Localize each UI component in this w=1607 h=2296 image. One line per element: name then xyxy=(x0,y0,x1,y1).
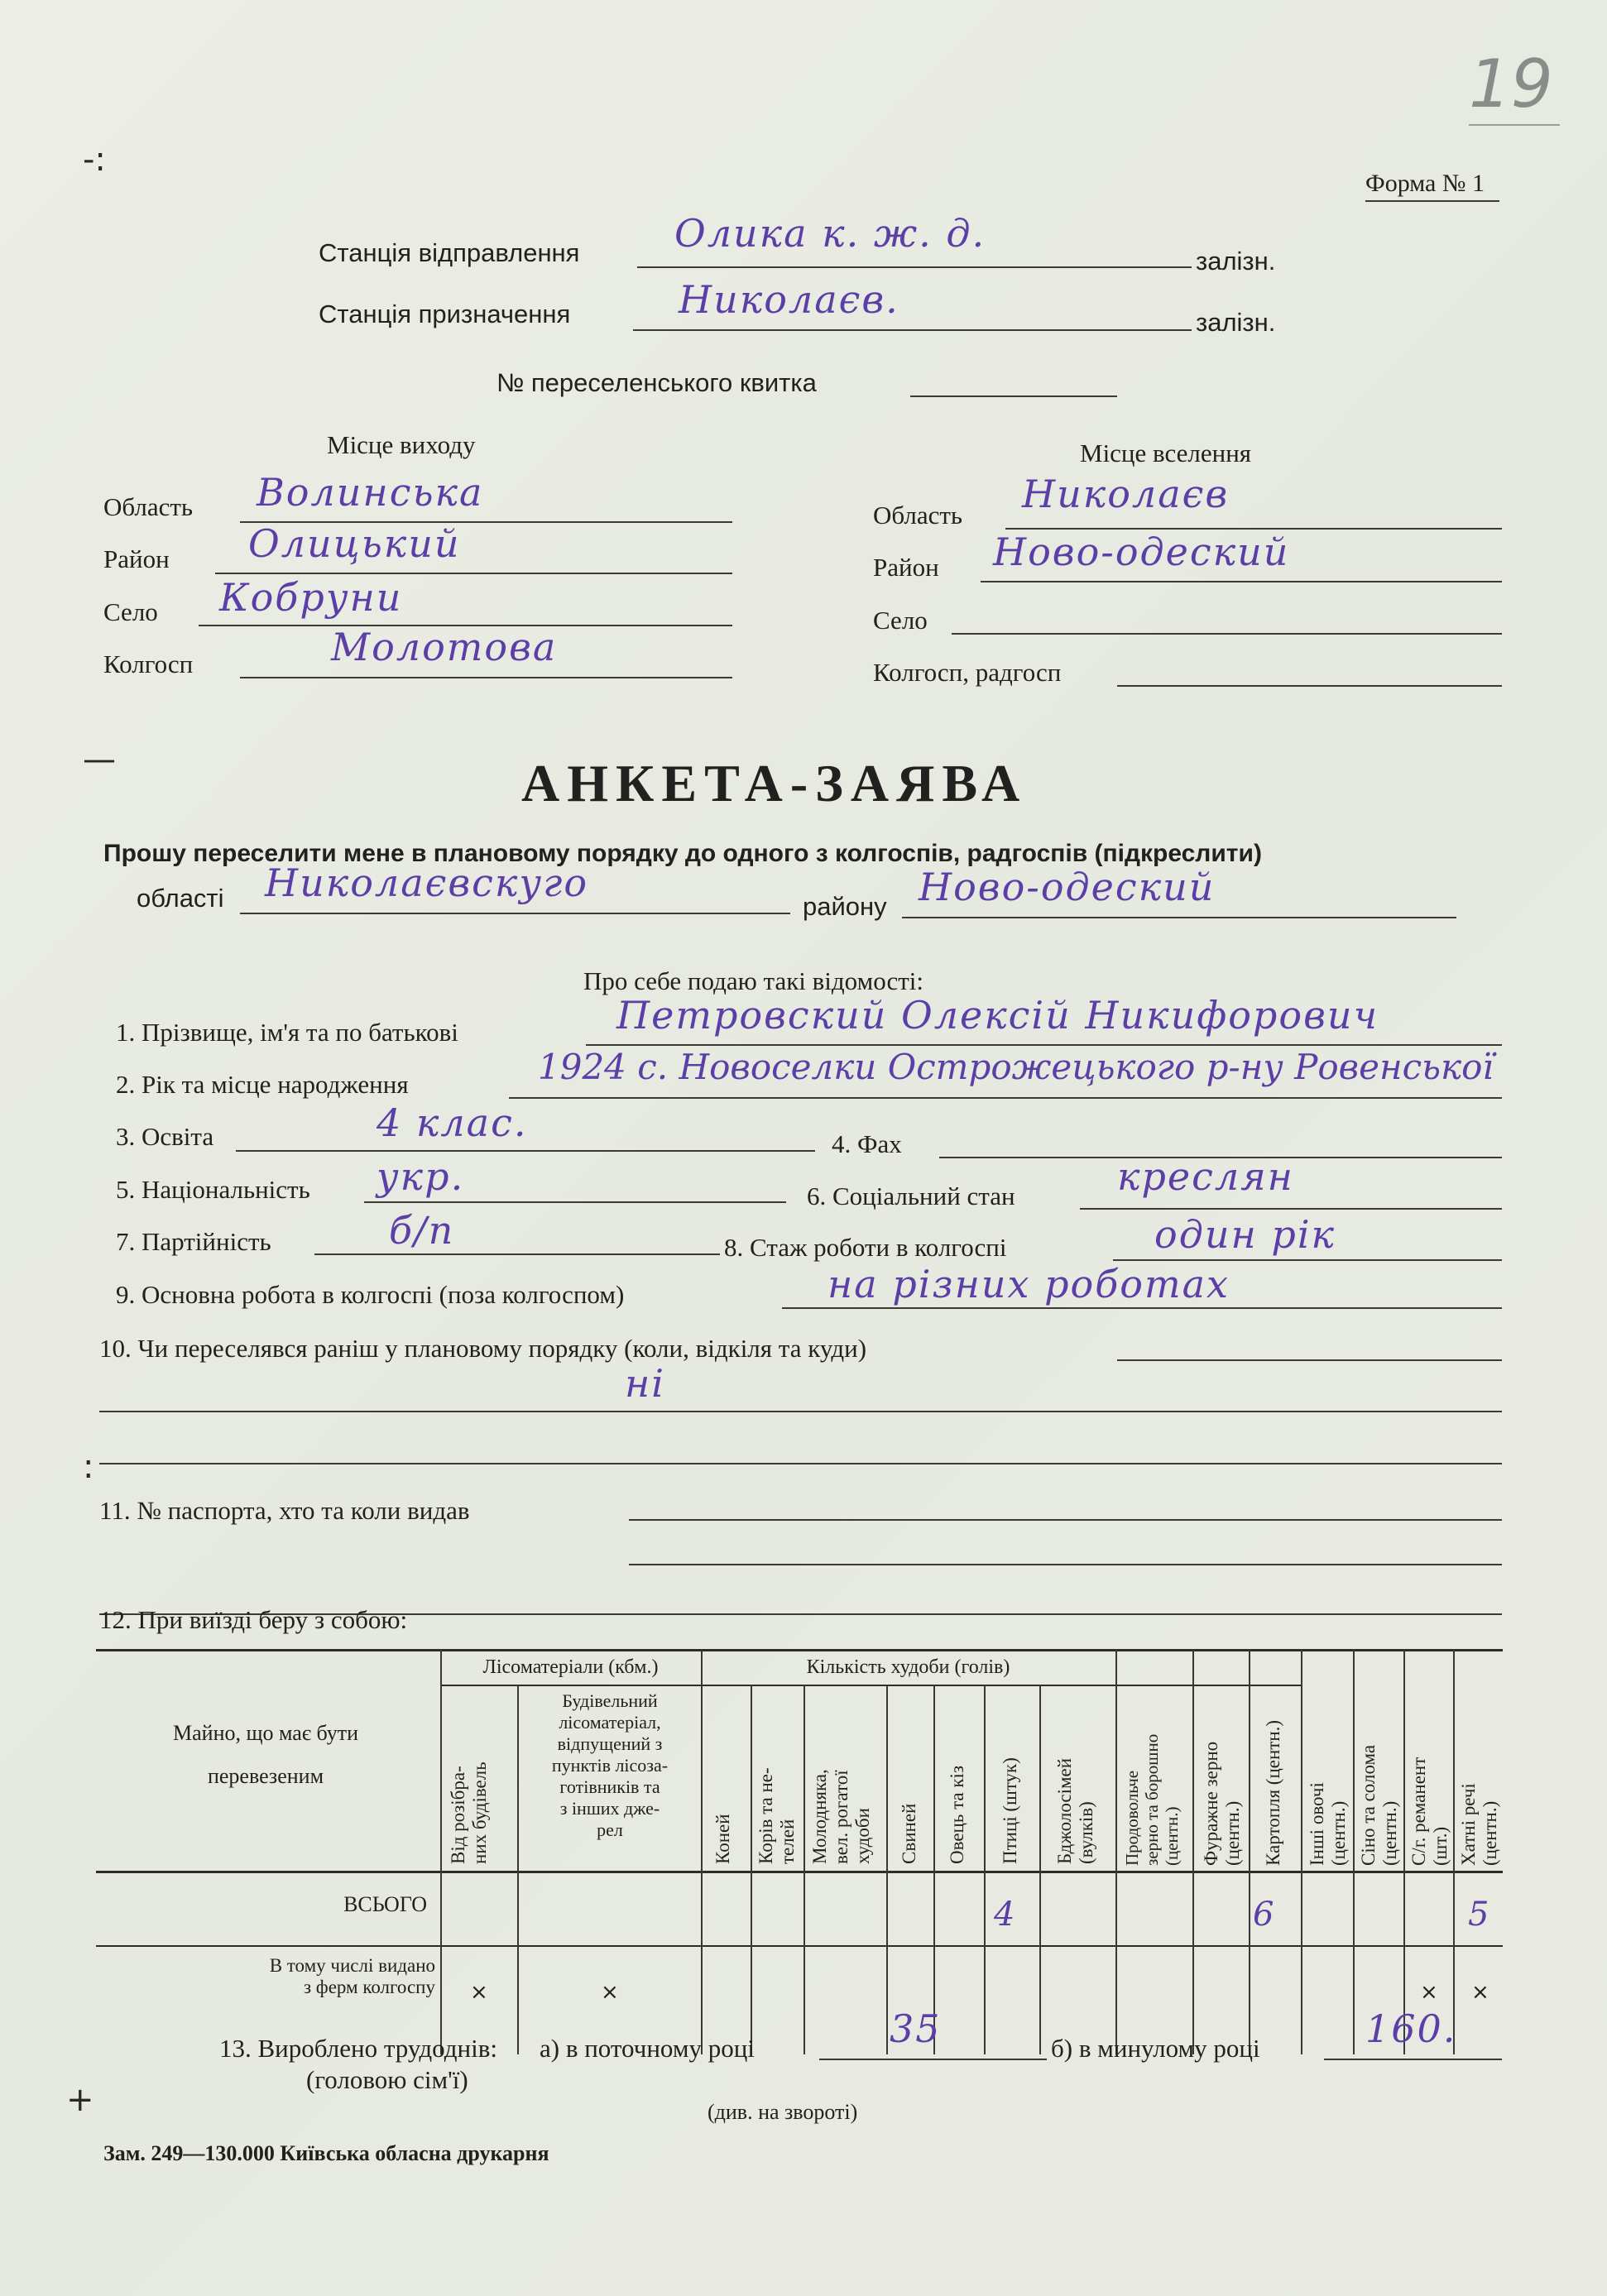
origin-raion-value: Олицький xyxy=(248,521,461,566)
destination-station-label: Станція призначення xyxy=(319,300,571,328)
field-11-label: 11. № паспорта, хто та коли видав xyxy=(99,1496,470,1525)
field-7-value: б/п xyxy=(389,1208,455,1253)
field-9-value: на різних роботах xyxy=(827,1262,1230,1306)
footer-note: (див. на звороті) xyxy=(708,2100,858,2124)
table-col-divider xyxy=(1301,1649,1302,2054)
binder-mark: + xyxy=(66,2081,94,2119)
form-number-underline xyxy=(1365,200,1499,202)
destination-station-line xyxy=(633,329,1192,331)
destination-suffix: залізн. xyxy=(1196,308,1276,337)
departure-station-value: Олика к. ж. д. xyxy=(674,211,986,256)
row-issued-label: В тому числі видано з ферм колгоспу xyxy=(269,1955,435,1997)
table-col-divider xyxy=(804,1685,805,2054)
field-2-line xyxy=(509,1097,1502,1099)
table-col-divider xyxy=(701,1649,703,2054)
field-10-line-2 xyxy=(99,1411,1502,1412)
row-total-label: ВСЬОГО xyxy=(343,1892,427,1916)
info-intro: Про себе подаю такі відомості: xyxy=(583,966,924,995)
col-dismantled-header: Від розібра- них будівель xyxy=(448,1762,490,1864)
workdays-current-line xyxy=(819,2059,1047,2060)
field-10-line-1 xyxy=(1117,1359,1502,1361)
table-header-border xyxy=(96,1871,1503,1873)
col-hay-header: Сіно та солома (центн.) xyxy=(1358,1744,1400,1866)
col-sheep-header: Овець та кіз xyxy=(947,1765,967,1864)
field-10-label: 10. Чи переселявся раніш у плановому порядку (коли, відкіля та куди) xyxy=(99,1334,867,1363)
field-5-value: укр. xyxy=(377,1154,465,1199)
col-pigs-header: Свиней xyxy=(899,1803,919,1864)
origin-selo-value: Кобруни xyxy=(219,575,403,620)
workdays-previous-label: б) в минулому році xyxy=(1051,2034,1260,2063)
raionu-line xyxy=(902,917,1456,918)
binder-mark: -: xyxy=(83,141,106,179)
field-8-label: 8. Стаж роботи в колгоспі xyxy=(724,1233,1007,1262)
col-horses-header: Коней xyxy=(712,1814,733,1864)
form-number: Форма № 1 xyxy=(1365,170,1485,197)
col-tools-header: С/г. реманент (шт.) xyxy=(1408,1757,1451,1866)
origin-kolhosp-value: Молотова xyxy=(331,625,558,669)
destination-selo-line xyxy=(952,633,1502,635)
field-10-line-3 xyxy=(99,1463,1502,1464)
field-12-label: 12. При виїзді беру з собою: xyxy=(99,1605,408,1634)
col-forage-header: Фуражне зерно (центн.) xyxy=(1201,1741,1243,1866)
table-col-divider xyxy=(1115,1649,1117,2054)
total-household-value: 5 xyxy=(1468,1896,1491,1934)
property-table xyxy=(96,1649,1503,2054)
field-2-label: 2. Рік та місце народження xyxy=(116,1070,409,1099)
destination-selo-label: Село xyxy=(873,606,928,635)
field-2-value: 1924 с. Новоселки Острожецького р-ну Ровенської xyxy=(538,1047,1494,1087)
table-col-divider xyxy=(1039,1685,1041,2054)
field-6-value: креслян xyxy=(1117,1154,1294,1199)
table-col-divider xyxy=(1249,1649,1250,2054)
table-col-divider xyxy=(440,1649,442,2054)
workdays-current-label: а) в поточному році xyxy=(540,2034,755,2063)
workdays-previous-line xyxy=(1324,2059,1502,2060)
total-poultry-value: 4 xyxy=(994,1896,1017,1934)
destination-kolhosp-line xyxy=(1117,685,1502,687)
destination-kolhosp-label: Колгосп, радгосп xyxy=(873,658,1062,687)
workdays-label-2: (головою сім'ї) xyxy=(306,2065,468,2094)
field-7-label: 7. Партійність xyxy=(116,1227,271,1256)
workdays-current-value: 35 xyxy=(890,2006,942,2051)
group-livestock-header: Кількість худоби (голів) xyxy=(806,1656,1010,1678)
table-col-divider xyxy=(1353,1649,1355,2054)
issued-cross-tools: × xyxy=(1420,1980,1438,2005)
raionu-label: району xyxy=(803,892,887,921)
col-cows-header: Корів та не- телей xyxy=(756,1767,798,1864)
field-8-value: один рік xyxy=(1154,1212,1336,1257)
col-veg-header: Інші овочі (центн.) xyxy=(1307,1782,1349,1866)
destination-station-value: Николаєв. xyxy=(679,277,899,322)
field-10-value: ні xyxy=(625,1361,666,1406)
issued-cross-household: × xyxy=(1471,1980,1489,2005)
field-5-label: 5. Національність xyxy=(116,1175,310,1204)
destination-raion-label: Район xyxy=(873,553,939,582)
table-top-border xyxy=(96,1649,1503,1651)
field-9-line xyxy=(782,1307,1502,1309)
print-info: Зам. 249—130.000 Київська обласна друкарня xyxy=(103,2141,549,2165)
table-col-divider xyxy=(751,1685,752,2054)
field-1-label: 1. Прізвище, ім'я та по батькові xyxy=(116,1018,458,1047)
raionu-value: Ново-одеский xyxy=(919,865,1216,909)
col-building-header: Будівельний лісоматеріал, відпущений з пунктів лісоза- готівників та з інших дже- рел xyxy=(551,1690,669,1840)
table-col-divider xyxy=(1403,1649,1405,2054)
destination-title: Місце вселення xyxy=(1080,439,1252,467)
page-number-underline xyxy=(1469,124,1560,126)
destination-oblast-value: Николаєв xyxy=(1022,472,1230,516)
origin-selo-label: Село xyxy=(103,597,158,626)
origin-oblast-label: Область xyxy=(103,492,194,521)
issued-cross-building: × xyxy=(601,1980,619,2005)
col-grain-header: Продовольче зерно та борошно (центн.) xyxy=(1122,1733,1182,1866)
table-col-divider xyxy=(1192,1649,1194,2054)
field-9-label: 9. Основна робота в колгоспі (поза колгоспом) xyxy=(116,1280,625,1309)
origin-raion-line xyxy=(215,573,732,574)
field-1-line xyxy=(586,1044,1502,1046)
issued-cross-dismantled: × xyxy=(470,1980,488,2005)
table-col-divider xyxy=(933,1685,935,2054)
form-title: АНКЕТА-ЗАЯВА xyxy=(521,754,1028,812)
binder-mark: : xyxy=(83,1448,94,1486)
request-text: Прошу переселити мене в плановому порядку до одного з колгоспів, радгоспів (підкреслити) xyxy=(103,840,1262,867)
field-11-line-1 xyxy=(629,1519,1502,1521)
field-3-value: 4 клас. xyxy=(377,1100,528,1145)
ticket-number-label: № переселенського квитка xyxy=(496,368,817,397)
oblasti-value: Николаєвскуго xyxy=(265,860,589,905)
field-3-label: 3. Освіта xyxy=(116,1122,214,1151)
field-3-line xyxy=(236,1150,815,1152)
col-household-header: Хатні речі (центн.) xyxy=(1458,1783,1500,1866)
table-col-divider xyxy=(517,1685,519,2054)
oblasti-line xyxy=(240,913,790,914)
field-5-line xyxy=(364,1201,786,1203)
total-potato-value: 6 xyxy=(1253,1896,1276,1934)
field-8-line xyxy=(1113,1259,1502,1261)
origin-raion-label: Район xyxy=(103,544,170,573)
workdays-label: 13. Вироблено трудоднів: xyxy=(219,2034,498,2063)
field-6-label: 6. Соціальний стан xyxy=(807,1182,1015,1210)
col-potato-header: Картопля (центн.) xyxy=(1263,1719,1283,1866)
departure-station-label: Станція відправлення xyxy=(319,238,580,267)
binder-mark: — xyxy=(83,741,116,779)
page-number: 19 xyxy=(1469,46,1553,122)
table-col-divider xyxy=(886,1685,888,2054)
field-1-value: Петровский Олексій Никифорович xyxy=(616,993,1379,1038)
destination-raion-line xyxy=(981,581,1502,582)
departure-suffix: залізн. xyxy=(1196,247,1276,276)
table-row-divider xyxy=(96,1945,1503,1947)
col-bees-header: Бджолосімей (вулків) xyxy=(1054,1757,1096,1864)
col-property-line1: Майно, що має бути xyxy=(173,1721,358,1745)
workdays-previous-value: 160. xyxy=(1365,2006,1457,2051)
field-11-line-2 xyxy=(629,1564,1502,1565)
origin-oblast-value: Волинська xyxy=(257,470,484,515)
col-property-line2: перевезеним xyxy=(207,1764,324,1788)
origin-kolhosp-label: Колгосп xyxy=(103,649,194,678)
table-col-divider xyxy=(1453,1649,1455,2054)
ticket-number-line xyxy=(910,395,1117,397)
destination-oblast-label: Область xyxy=(873,501,963,530)
field-4-label: 4. Фах xyxy=(832,1129,902,1158)
origin-kolhosp-line xyxy=(240,677,732,678)
field-7-line xyxy=(314,1253,720,1255)
origin-title: Місце виходу xyxy=(327,430,476,459)
col-property-header xyxy=(129,1722,402,1788)
table-col-divider xyxy=(984,1685,986,2054)
destination-raion-value: Ново-одеский xyxy=(993,530,1290,574)
group-timber-header: Лісоматеріали (кбм.) xyxy=(482,1656,659,1678)
departure-station-line xyxy=(637,266,1192,268)
col-young-header: Молодняка, вел. рогатої худоби xyxy=(809,1769,873,1864)
oblasti-label: області xyxy=(137,884,224,913)
field-6-line xyxy=(1080,1208,1502,1210)
col-poultry-header: Птиці (штук) xyxy=(1000,1757,1020,1864)
